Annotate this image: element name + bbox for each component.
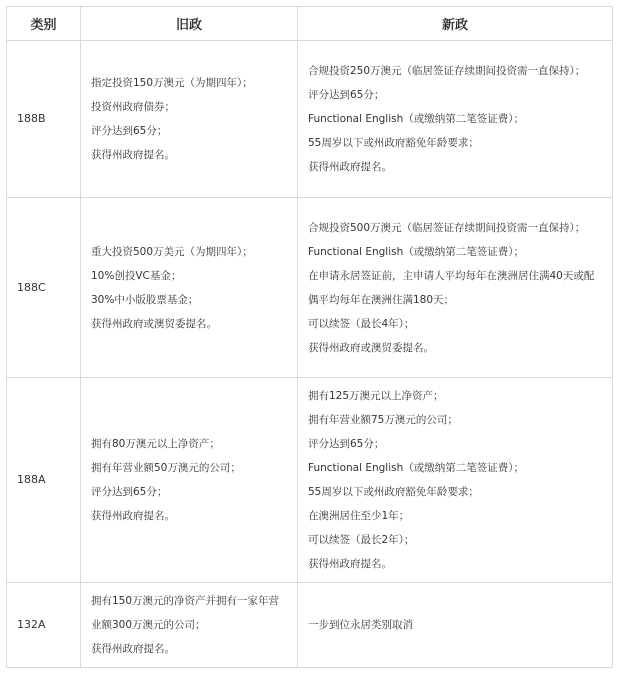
new-policy-item: 55周岁以下或州政府豁免年龄要求； (308, 486, 479, 498)
new-policy-item: 获得州政府提名。 (308, 558, 392, 570)
table-row (7, 198, 613, 378)
table-row (7, 583, 613, 668)
header-new-policy: 新政 (298, 7, 613, 41)
old-policy-item: 重大投资500万美元（为期四年）； (91, 245, 253, 258)
old-policy-item: 拥有80万澳元以上净资产； (91, 438, 220, 450)
new-policy-item: 55周岁以下或州政府豁免年龄要求； (308, 137, 479, 149)
new-policy-item: Functional English（或缴纳第二笔签证费）； (308, 462, 525, 474)
new-policy-item: 合规投资500万澳元（临居签证存续期间投资需一直保持）； (308, 221, 586, 234)
new-policy-item: Functional English（或缴纳第二笔签证费）； (308, 245, 525, 258)
table-row (7, 378, 613, 583)
old-policy-item: 指定投资150万澳元（为期四年）； (91, 77, 253, 89)
new-policy-item: 评分达到65分； (308, 438, 385, 450)
old-policy-item: 获得州政府提名。 (91, 643, 175, 655)
old-policy-item: 评分达到65分； (91, 486, 168, 498)
old-policy-item: 拥有150万澳元的净资产并拥有一家年营业额300万澳元的公司； (91, 595, 280, 631)
header-category: 类别 (7, 7, 81, 41)
new-policy-item: 一步到位永居类别取消 (308, 619, 413, 631)
old-policy-item: 获得州政府提名。 (91, 510, 175, 522)
policy-comparison-table (6, 6, 613, 668)
new-policy-item: 可以续签（最长2年）； (308, 534, 415, 546)
old-policy-item: 评分达到65分； (91, 125, 168, 137)
new-policy-item: 合规投资250万澳元（临居签证存续期间投资需一直保持）； (308, 65, 586, 77)
old-policy-cell (81, 583, 298, 668)
new-policy-cell (298, 378, 613, 583)
policy-comparison-container (6, 6, 612, 668)
old-policy-cell (81, 378, 298, 583)
old-policy-item: 获得州政府或澳贸委提名。 (91, 317, 217, 330)
header-old-policy: 旧政 (81, 7, 298, 41)
old-policy-item: 30%中小版股票基金； (91, 293, 199, 306)
new-policy-cell (298, 41, 613, 198)
table-row (7, 41, 613, 198)
new-policy-item: 拥有125万澳元以上净资产； (308, 390, 444, 402)
category-cell: 188B (7, 41, 81, 198)
new-policy-item: 评分达到65分； (308, 89, 385, 101)
old-policy-item: 投资州政府债券； (91, 101, 175, 113)
old-policy-item: 获得州政府提名。 (91, 149, 175, 161)
new-policy-item: Functional English（或缴纳第二笔签证费）； (308, 113, 525, 125)
new-policy-item: 可以续签（最长4年）； (308, 317, 415, 330)
category-cell: 188A (7, 378, 81, 583)
new-policy-item: 在申请永居签证前，主申请人平均每年在澳洲居住满40天或配偶平均每年在澳洲住满180天； (308, 269, 595, 306)
new-policy-cell (298, 583, 613, 668)
new-policy-item: 拥有年营业额75万澳元的公司； (308, 414, 458, 426)
old-policy-item: 10%创投VC基金； (91, 269, 182, 282)
new-policy-item: 在澳洲居住至少1年； (308, 510, 410, 522)
table-header-row (7, 7, 613, 41)
old-policy-item: 拥有年营业额50万澳元的公司； (91, 462, 241, 474)
old-policy-cell (81, 198, 298, 378)
new-policy-item: 获得州政府或澳贸委提名。 (308, 341, 434, 354)
new-policy-cell (298, 198, 613, 378)
new-policy-item: 获得州政府提名。 (308, 161, 392, 173)
category-cell: 132A (7, 583, 81, 668)
old-policy-cell (81, 41, 298, 198)
category-cell: 188C (7, 198, 81, 378)
